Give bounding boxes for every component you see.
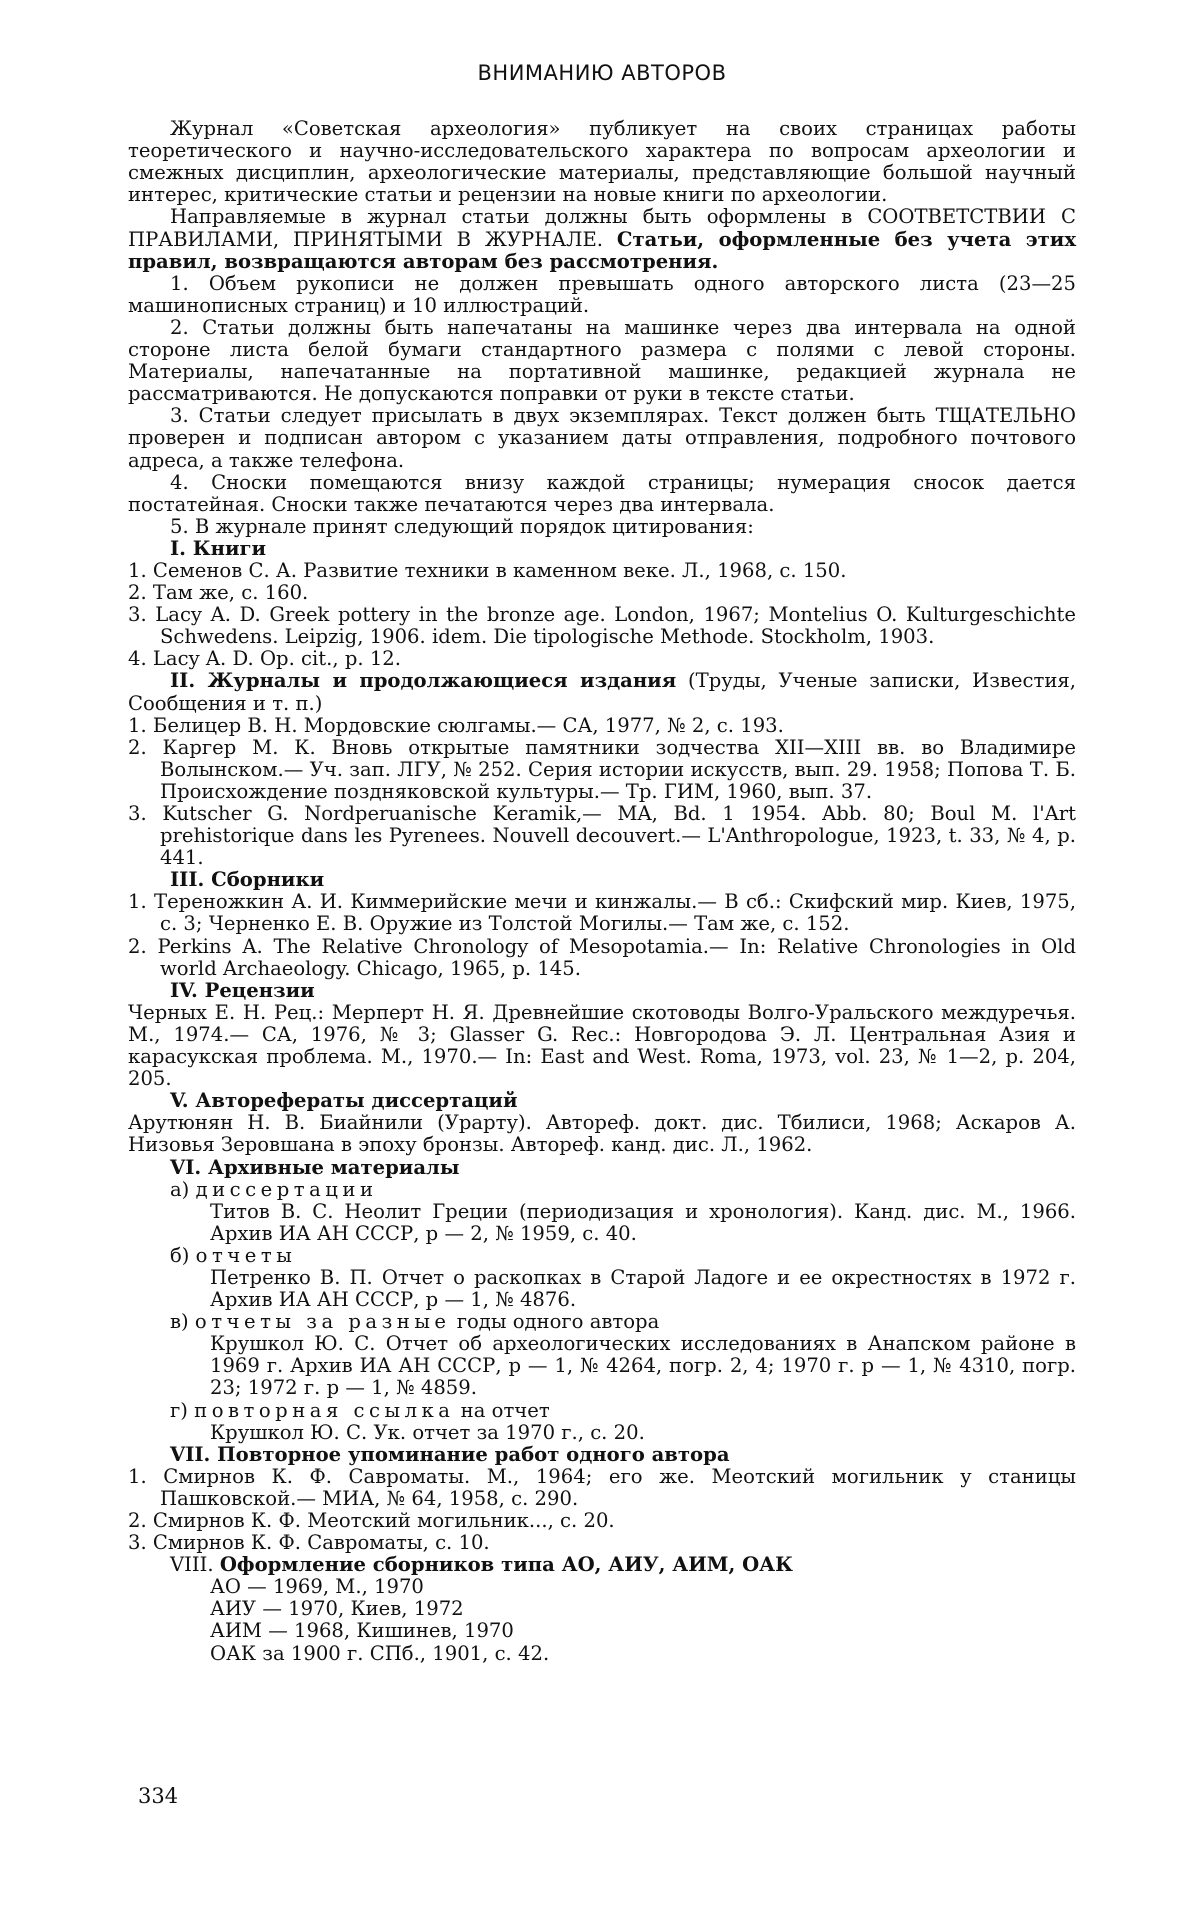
- archive-sub-b-text: Петренко В. П. Отчет о раскопках в Старой Ладоге и ее окрестностях в 1972 г. Архив ИА АН СССР, р — 1, № 4876.: [210, 1265, 1076, 1312]
- sub-label: б): [170, 1243, 196, 1267]
- section-archive-heading: VI. Архивные материалы: [170, 1155, 460, 1179]
- list-item: 2. Каргер М. К. Вновь открытые памятники зодчества XII—XIII вв. во Владимире Волынском.— Уч. зап. ЛГУ, № 252. Серия истории искусств, вып. 29. 1958; Попова Т. Б. Происхождение поздняковской культуры.— Тр. ГИМ, 1960, вып. 37.: [128, 735, 1076, 803]
- sub-spaced-word: отчеты за разные: [194, 1310, 451, 1334]
- section-journals-title: II. Журналы и продолжающиеся издания: [170, 669, 677, 693]
- formatting-line: АО — 1969, М., 1970: [210, 1575, 424, 1599]
- abstracts-text: Арутюнян Н. В. Биайнили (Урарту). Автореф. докт. дис. Тбилиси, 1968; Аскаров А. Низовья Зеровшана в эпоху бронзы. Автореф. канд. дис. Л., 1962.: [128, 1111, 1076, 1157]
- archive-sub-d: [128, 1400, 1076, 1422]
- rules-paragraph: [128, 206, 1076, 272]
- rule-3: 3. Статьи следует присылать в двух экземплярах. Текст должен быть ТЩАТЕЛЬНО проверен и подписан автором с указанием даты отправления, подробного почтового адреса, а также телефона.: [128, 404, 1076, 472]
- rules-warning: Статьи, оформленные без учета этих правил, возвращаются авторам без рассмотрения.: [128, 227, 1077, 273]
- sub-label: в): [170, 1310, 195, 1334]
- list-item: 2. Там же, с. 160.: [128, 581, 309, 605]
- archive-sub-c-text: Крушкол Ю. С. Отчет об археологических исследованиях в Анапском районе в 1969 г. Архив ИА АН СССР, р — 1, № 4264, погр. 2, 4; 1970 г. р — 1, № 4310, погр. 23; 1972 г. р — 1, № 4859.: [210, 1332, 1076, 1400]
- page-number: 334: [138, 1784, 179, 1808]
- section-journals-heading: [128, 670, 1076, 714]
- archive-sub-b: [128, 1245, 1076, 1267]
- list-item: 3. Lacy A. D. Greek pottery in the bronze age. London, 1967; Montelius O. Kulturgeschichte Schwedens. Leipzig, 1906. idem. Die tipologische Methode. Stockholm, 1903.: [128, 603, 1076, 649]
- reviews-text: Черных Е. Н. Рец.: Мерперт Н. Я. Древнейшие скотоводы Волго-Уральского междуречья. М., 1974.— СА, 1976, № 3; Glasser G. Rec.: Новгородова Э. Л. Центральная Азия и карасукская проблема. М., 1970.— In: East and West. Roma, 1973, vol. 23, № 1—2, p. 204, 205.: [128, 1000, 1076, 1091]
- list-item: 3. Смирнов К. Ф. Савроматы, с. 10.: [128, 1531, 490, 1555]
- rule-4: 4. Сноски помещаются внизу каждой страницы; нумерация сносок дается постатейная. Сноски также печатаются через два интервала.: [128, 470, 1076, 516]
- section-journals-note: (Труды, Ученые записки, Известия, Сообщения и т. п.): [128, 669, 1076, 715]
- list-item: 2. Смирнов К. Ф. Меотский могильник..., с. 20.: [128, 1509, 615, 1532]
- archive-sub-a: [128, 1179, 1076, 1201]
- list-item: 1. Тереножкин А. И. Киммерийские мечи и кинжалы.— В сб.: Скифский мир. Киев, 1975, с. 3; Черненко Е. В. Оружие из Толстой Могилы.— Там же, с. 152.: [128, 890, 1076, 936]
- intro-paragraph: Журнал «Советская археология» публикует на своих страницах работы теоретического и научно-исследовательского характера по вопросам археологии и смежных дисциплин, археологические материалы, представляющие большой научный интерес, критические статьи и рецензии на новые книги по археологии.: [128, 117, 1076, 207]
- list-item: 1. Семенов С. А. Развитие техники в каменном веке. Л., 1968, с. 150.: [128, 558, 847, 582]
- sub-rest: годы одного автора: [450, 1310, 660, 1334]
- page-title: ВНИМАНИЮ АВТОРОВ: [477, 61, 727, 85]
- rule-5: 5. В журнале принят следующий порядок цитирования:: [170, 514, 754, 538]
- list-item: 2. Perkins A. The Relative Chronology of Mesopotamia.— In: Relative Chronologies in Old world Archaeology. Chicago, 1965, p. 145.: [128, 934, 1076, 980]
- archive-sub-d-text: Крушкол Ю. С. Ук. отчет за 1970 г., с. 20.: [210, 1420, 645, 1444]
- sub-label: а): [170, 1177, 196, 1201]
- sub-spaced-word: повторная ссылка: [194, 1398, 455, 1422]
- section-books-heading: I. Книги: [170, 536, 267, 560]
- page-content: [128, 52, 1076, 1665]
- sub-spaced-word: отчеты: [195, 1243, 297, 1267]
- sub-label: г): [170, 1398, 195, 1422]
- section-formatting-title: Оформление сборников типа АО, АИУ, АИМ, ОАК: [219, 1553, 793, 1577]
- section-repeated-heading: VII. Повторное упоминание работ одного автора: [170, 1442, 730, 1466]
- section-formatting-heading: [128, 1554, 1076, 1576]
- list-item: 1. Смирнов К. Ф. Савроматы. М., 1964; его же. Меотский могильник у станицы Пашковской.— МИА, № 64, 1958, с. 290.: [128, 1464, 1076, 1510]
- formatting-line: ОАК за 1900 г. СПб., 1901, с. 42.: [210, 1641, 550, 1665]
- formatting-line: АИМ — 1968, Кишинев, 1970: [210, 1619, 514, 1643]
- section-abstracts-heading: V. Авторефераты диссертаций: [170, 1089, 518, 1113]
- section-collections-heading: III. Сборники: [170, 868, 325, 892]
- rule-2: 2. Статьи должны быть напечатаны на машинке через два интервала на одной стороне листа белой бумаги стандартного размера с полями с левой стороны. Материалы, напечатанные на портативной машинке, редакцией журнала не рассматриваются. Не допускаются поправки от руки в тексте статьи.: [128, 315, 1076, 406]
- sub-rest: на отчет: [454, 1398, 550, 1422]
- list-item: 3. Kutscher G. Nordperuanische Keramik,— MA, Bd. 1 1954. Abb. 80; Boul M. l'Art prehistorique dans les Pyrenees. Nouvell decouvert.— L'Anthropologue, 1923, t. 33, № 4, p. 441.: [128, 802, 1076, 870]
- archive-sub-c: [128, 1311, 1076, 1333]
- archive-sub-a-text: Титов В. С. Неолит Греции (периодизация и хронология). Канд. дис. М., 1966. Архив ИА АН СССР, р — 2, № 1959, с. 40.: [210, 1199, 1076, 1245]
- list-item: 4. Lacy A. D. Op. cit., p. 12.: [128, 647, 401, 671]
- rule-1: 1. Объем рукописи не должен превышать одного авторского листа (23—25 машинописных страниц) и 10 иллюстраций.: [128, 271, 1076, 317]
- formatting-line: АИУ — 1970, Киев, 1972: [210, 1597, 464, 1621]
- section-reviews-heading: IV. Рецензии: [170, 978, 315, 1002]
- sub-spaced-word: диссертации: [195, 1177, 378, 1201]
- section-formatting-number: VIII.: [170, 1553, 220, 1577]
- rules-text: Направляемые в журнал статьи должны быть оформлены в СООТВЕТСТВИИ С ПРАВИЛАМИ, ПРИНЯТЫМИ В ЖУРНАЛЕ.: [128, 205, 1076, 251]
- list-item: 1. Белицер В. Н. Мордовские сюлгамы.— СА, 1977, № 2, с. 193.: [128, 713, 784, 737]
